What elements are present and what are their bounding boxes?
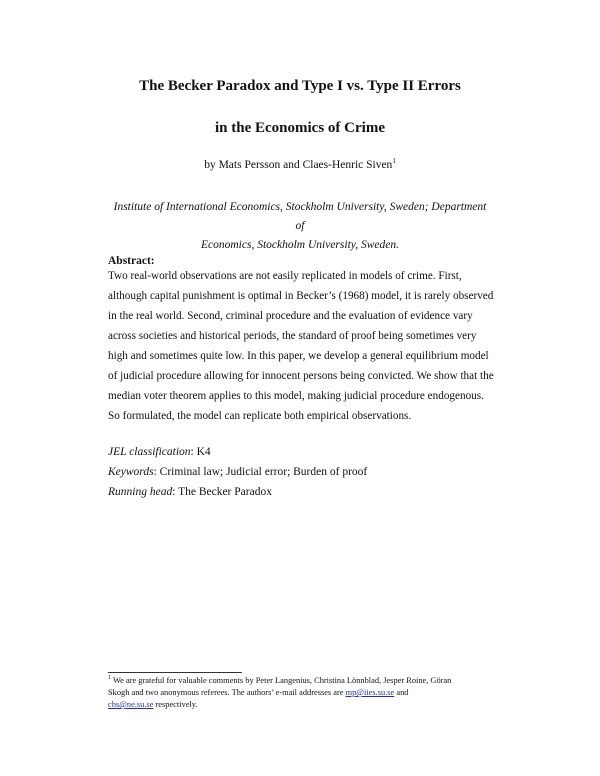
abstract-line: although capital punishment is optimal in Becker’s (1968) model, it is rarely observed xyxy=(108,290,494,302)
abstract-line: of judicial procedure allowing for innocent persons being convicted. We show that the xyxy=(108,370,494,382)
jel-value: : K4 xyxy=(190,446,211,458)
jel-classification xyxy=(108,446,211,458)
abstract-body xyxy=(108,266,498,426)
footnote-line-2 xyxy=(108,687,500,699)
jel-label: JEL classification xyxy=(108,446,191,458)
affiliation xyxy=(110,198,490,255)
title-line-2: in the Economics of Crime xyxy=(215,120,385,136)
footnote-line-2-text: Skogh and two anonymous referees. The authors’ e-mail addresses are xyxy=(108,688,346,697)
email-link-mp[interactable]: mp@iies.su.se xyxy=(345,688,395,697)
footnote-line-3-text: respectively. xyxy=(153,700,198,709)
footnote-line-3 xyxy=(108,699,500,711)
running-head-value: : The Becker Paradox xyxy=(172,486,272,498)
footnote xyxy=(108,675,500,711)
footnote-line-1 xyxy=(108,675,500,687)
email-link-chs[interactable]: chs@ne.su.se xyxy=(108,700,154,709)
abstract-line: across societies and historical periods, the standard of proof being sometimes very xyxy=(108,330,477,342)
authors-footnote-mark: 1 xyxy=(392,157,396,166)
footnote-line-1-text: We are grateful for valuable comments by Peter Langenius, Christina Lönnblad, Jesper Roine, Göran xyxy=(111,676,452,685)
running-head xyxy=(108,486,272,498)
running-head-label: Running head xyxy=(108,486,173,498)
affiliation-line-2: Economics, Stockholm University, Sweden. xyxy=(200,239,399,251)
keywords xyxy=(108,466,367,478)
abstract-line: So formulated, the model can replicate both empirical observations. xyxy=(108,410,412,422)
title-line-1: The Becker Paradox and Type I vs. Type II Errors xyxy=(139,78,461,94)
footnote-mark: 1 xyxy=(108,675,111,682)
footnote-divider xyxy=(108,672,242,673)
abstract-line: Two real-world observations are not easily replicated in models of crime. First, xyxy=(108,270,462,282)
footnote-line-2-end: and xyxy=(394,688,409,697)
affiliation-line-1: Institute of International Economics, Stockholm University, Sweden; Department of xyxy=(113,201,487,232)
abstract-heading: Abstract: xyxy=(108,255,155,267)
keywords-label: Keywords xyxy=(108,466,154,478)
abstract-line: in the real world. Second, criminal procedure and the evaluation of evidence vary xyxy=(108,310,473,322)
authors xyxy=(0,159,600,171)
keywords-value: : Criminal law; Judicial error; Burden of proof xyxy=(153,466,368,478)
authors-text: by Mats Persson and Claes-Henric Siven xyxy=(204,159,393,171)
abstract-line: high and sometimes quite low. In this paper, we develop a general equilibrium model xyxy=(108,350,489,362)
abstract-line: median voter theorem applies to this model, making judicial procedure endogenous. xyxy=(108,390,484,402)
